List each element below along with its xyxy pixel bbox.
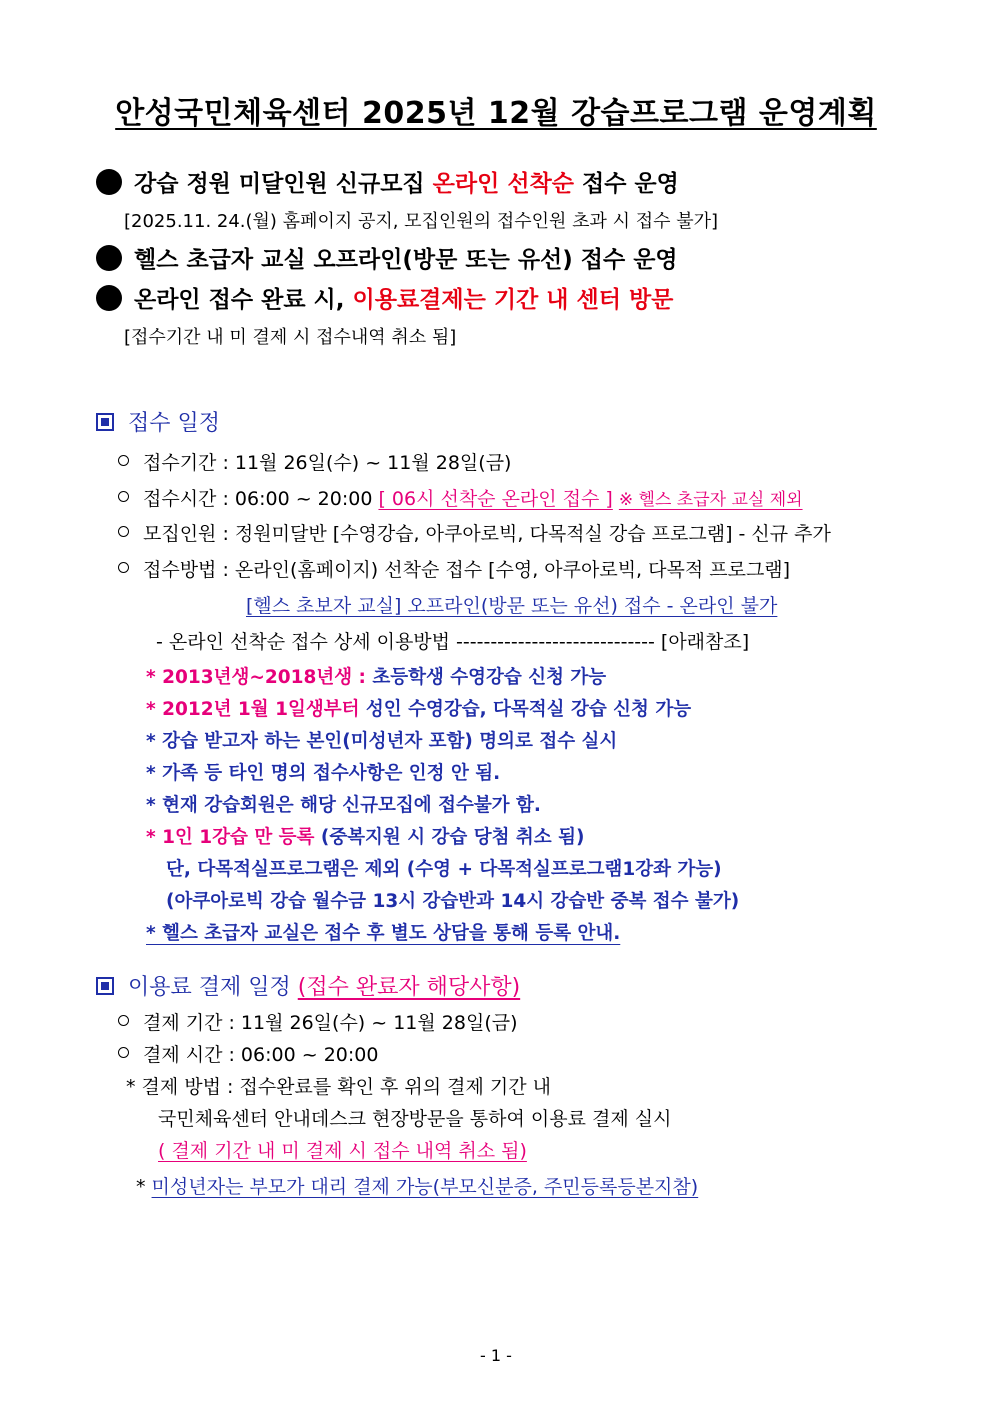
- item-payment-method: * 결제 방법 : 접수완료를 확인 후 위의 결제 기간 내: [126, 1076, 552, 1098]
- circle-bullet-icon: [118, 491, 129, 502]
- square-bullet-icon: [96, 413, 114, 431]
- item-method: 접수방법 : 온라인(홈페이지) 선착순 접수 [수영, 아쿠아로빅, 다목적 프로그램]: [118, 555, 790, 582]
- item-time: 접수시간 : 06:00 ~ 20:00 [ 06시 선착순 온라인 접수 ] ※ 헬스 초급자 교실 제외: [118, 484, 803, 511]
- item-period: 접수기간 : 11월 26일(수) ~ 11월 28일(금): [118, 448, 511, 475]
- bullet-sub-notice: [2025.11. 24.(월) 홈페이지 공지, 모집인원의 접수인원 초과 시 접수 불가]: [124, 211, 719, 232]
- item-payment-method-2: 국민체육센터 안내데스크 현장방문을 통하여 이용료 결제 실시: [158, 1108, 672, 1130]
- bullet-online-recruit: 강습 정원 미달인원 신규모집 온라인 선착순 접수 운영: [96, 165, 679, 198]
- circle-bullet-icon: [118, 562, 129, 573]
- item-payment-time: 결제 시간 : 06:00 ~ 20:00: [118, 1040, 378, 1067]
- page-number: - 1 -: [480, 1346, 512, 1365]
- item-method-health: [헬스 초보자 교실] 오프라인(방문 또는 유선) 접수 - 온라인 불가: [246, 595, 778, 617]
- note-line-9: * 헬스 초급자 교실은 접수 후 별도 상담을 통해 등록 안내.: [146, 923, 621, 944]
- page-title: 안성국민체육센터 2025년 12월 강습프로그램 운영계획: [115, 96, 877, 131]
- note-line-7: 단, 다목적실프로그램은 제외 (수영 + 다목적실프로그램1강좌 가능): [166, 859, 722, 880]
- item-recruit: 모집인원 : 정원미달반 [수영강습, 아쿠아로빅, 다목적실 강습 프로그램] - 신규 추가: [118, 519, 831, 546]
- note-line-3: * 강습 받고자 하는 본인(미성년자 포함) 명의로 접수 실시: [146, 731, 618, 752]
- note-line-2: * 2012년 1월 1일생부터 성인 수영강습, 다목적실 강습 신청 가능: [146, 699, 692, 720]
- note-line-1: * 2013년생~2018년생 : 초등학생 수영강습 신청 가능: [146, 667, 607, 688]
- square-bullet-icon: [96, 977, 114, 995]
- circle-bullet-icon: [118, 455, 129, 466]
- note-line-6: * 1인 1강습 만 등록 (중복지원 시 강습 당첨 취소 됨): [146, 827, 585, 848]
- note-line-8: (아쿠아로빅 강습 월수금 13시 강습반과 14시 강습반 중복 접수 불가): [166, 891, 740, 912]
- bullet-payment-visit: 온라인 접수 완료 시, 이용료결제는 기간 내 센터 방문: [96, 281, 673, 314]
- circle-bullet-icon: [118, 1015, 129, 1026]
- bullet-dot-icon: [96, 169, 122, 195]
- item-detail: - 온라인 선착순 접수 상세 이용방법 ----------------------------- [아래참조]: [156, 631, 750, 653]
- note-line-4: * 가족 등 타인 명의 접수사항은 인정 안 됨.: [146, 763, 501, 784]
- bullet-sub-cancel: [접수기간 내 미 결제 시 접수내역 취소 됨]: [124, 327, 457, 348]
- bullet-health-offline: 헬스 초급자 교실 오프라인(방문 또는 유선) 접수 운영: [96, 241, 678, 274]
- circle-bullet-icon: [118, 1047, 129, 1058]
- bullet-dot-icon: [96, 245, 122, 271]
- section-heading-schedule: 접수 일정: [96, 406, 220, 437]
- bullet-dot-icon: [96, 285, 122, 311]
- note-line-5: * 현재 강습회원은 해당 신규모집에 접수불가 함.: [146, 795, 541, 816]
- circle-bullet-icon: [118, 526, 129, 537]
- item-payment-cancel: ( 결제 기간 내 미 결제 시 접수 내역 취소 됨): [158, 1140, 527, 1162]
- item-minor-payment: * 미성년자는 부모가 대리 결제 가능(부모신분증, 주민등록등본지참): [136, 1176, 699, 1198]
- item-payment-period: 결제 기간 : 11월 26일(수) ~ 11월 28일(금): [118, 1008, 518, 1035]
- section-heading-payment: 이용료 결제 일정 (접수 완료자 해당사항): [96, 970, 520, 1001]
